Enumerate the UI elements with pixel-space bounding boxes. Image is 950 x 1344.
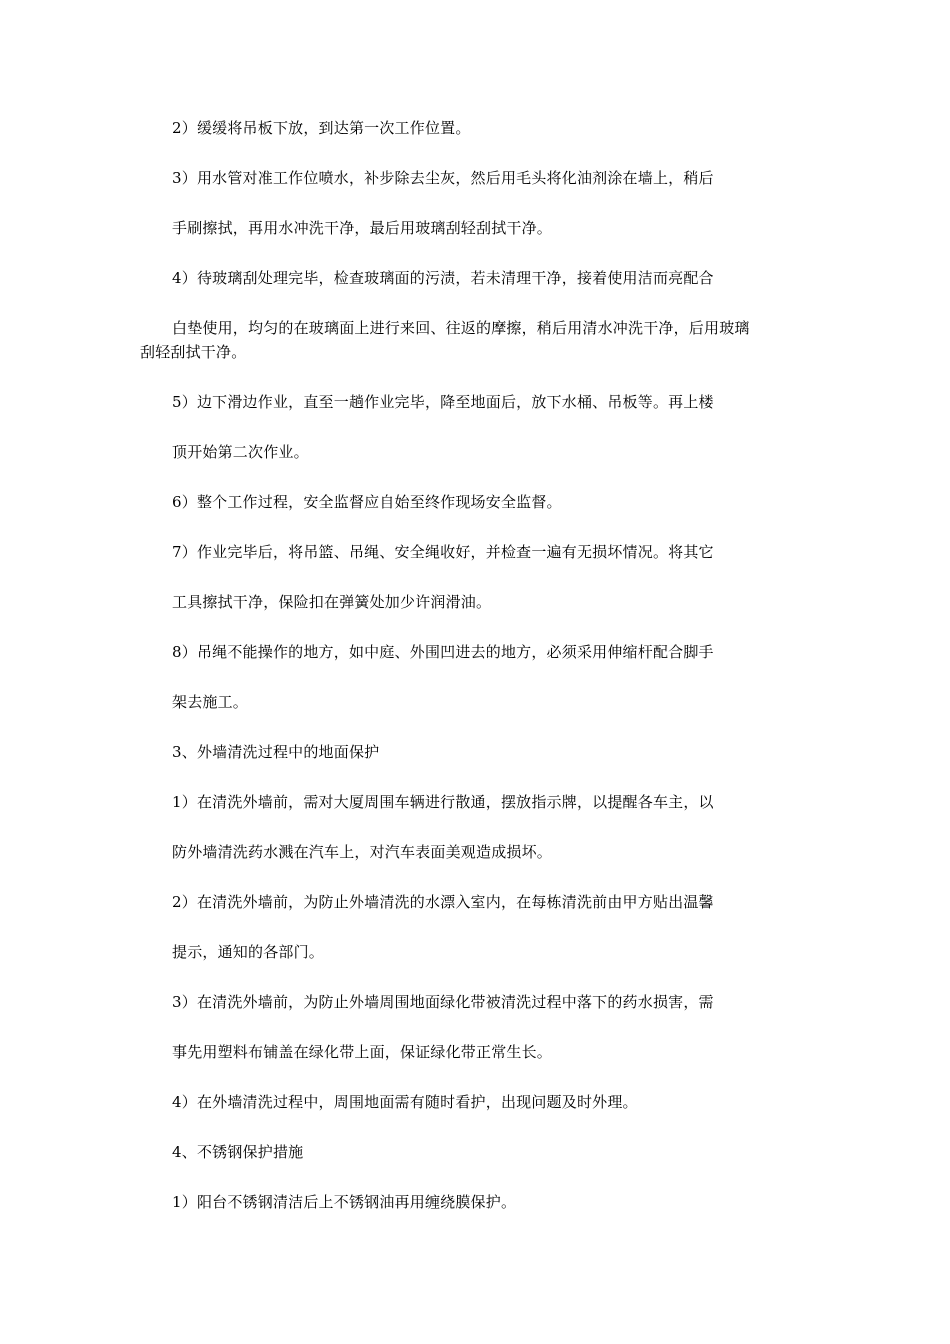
paragraph-line: 架去施工。 <box>172 693 249 711</box>
paragraph-line: 2）缓缓将吊板下放，到达第一次工作位置。 <box>172 119 471 137</box>
paragraph-line: 4）待玻璃刮处理完毕，检查玻璃面的污渍，若未清理干净，接着使用洁而亮配合 <box>172 269 714 287</box>
paragraph-line: 7）作业完毕后，将吊篮、吊绳、安全绳收好，并检查一遍有无损坏情况。将其它 <box>172 543 714 561</box>
section-heading: 3、外墙清洗过程中的地面保护 <box>172 743 380 761</box>
paragraph-line: 事先用塑料布铺盖在绿化带上面，保证绿化带正常生长。 <box>172 1043 553 1061</box>
paragraph-line: 手刷擦拭，再用水冲洗干净，最后用玻璃刮轻刮拭干净。 <box>172 219 553 237</box>
paragraph-line: 2）在清洗外墙前，为防止外墙清洗的水漂入室内，在每栋清洗前由甲方贴出温馨 <box>172 893 714 911</box>
paragraph-line: 3）在清洗外墙前，为防止外墙周围地面绿化带被清洗过程中落下的药水损害，需 <box>172 993 714 1011</box>
paragraph-line: 1）阳台不锈钢清洁后上不锈钢油再用缠绕膜保护。 <box>172 1193 517 1211</box>
paragraph-line: 4）在外墙清洗过程中，周围地面需有随时看护，出现问题及时外理。 <box>172 1093 638 1111</box>
paragraph-line: 1）在清洗外墙前，需对大厦周围车辆进行散通，摆放指示牌，以提醒各车主，以 <box>172 793 714 811</box>
paragraph-line: 刮轻刮拭干净。 <box>140 343 247 361</box>
paragraph-line: 工具擦拭干净，保险扣在弹簧处加少许润滑油。 <box>172 593 492 611</box>
paragraph-line: 白垫使用，均匀的在玻璃面上进行来回、往返的摩擦，稍后用清水冲洗干净，后用玻璃 <box>172 319 750 337</box>
paragraph-line: 8）吊绳不能操作的地方，如中庭、外围凹进去的地方，必须采用伸缩杆配合脚手 <box>172 643 714 661</box>
paragraph-line: 6）整个工作过程，安全监督应自始至终作现场安全监督。 <box>172 493 562 511</box>
paragraph-line: 防外墙清洗药水溅在汽车上，对汽车表面美观造成损坏。 <box>172 843 553 861</box>
paragraph-line: 5）边下滑边作业，直至一趟作业完毕，降至地面后，放下水桶、吊板等。再上楼 <box>172 393 714 411</box>
section-heading: 4、不锈钢保护措施 <box>172 1143 304 1161</box>
paragraph-line: 3）用水管对准工作位喷水，补步除去尘灰，然后用毛头将化油剂涂在墙上，稍后 <box>172 169 714 187</box>
paragraph-line: 提示，通知的各部门。 <box>172 943 325 961</box>
paragraph-line: 顶开始第二次作业。 <box>172 443 309 461</box>
